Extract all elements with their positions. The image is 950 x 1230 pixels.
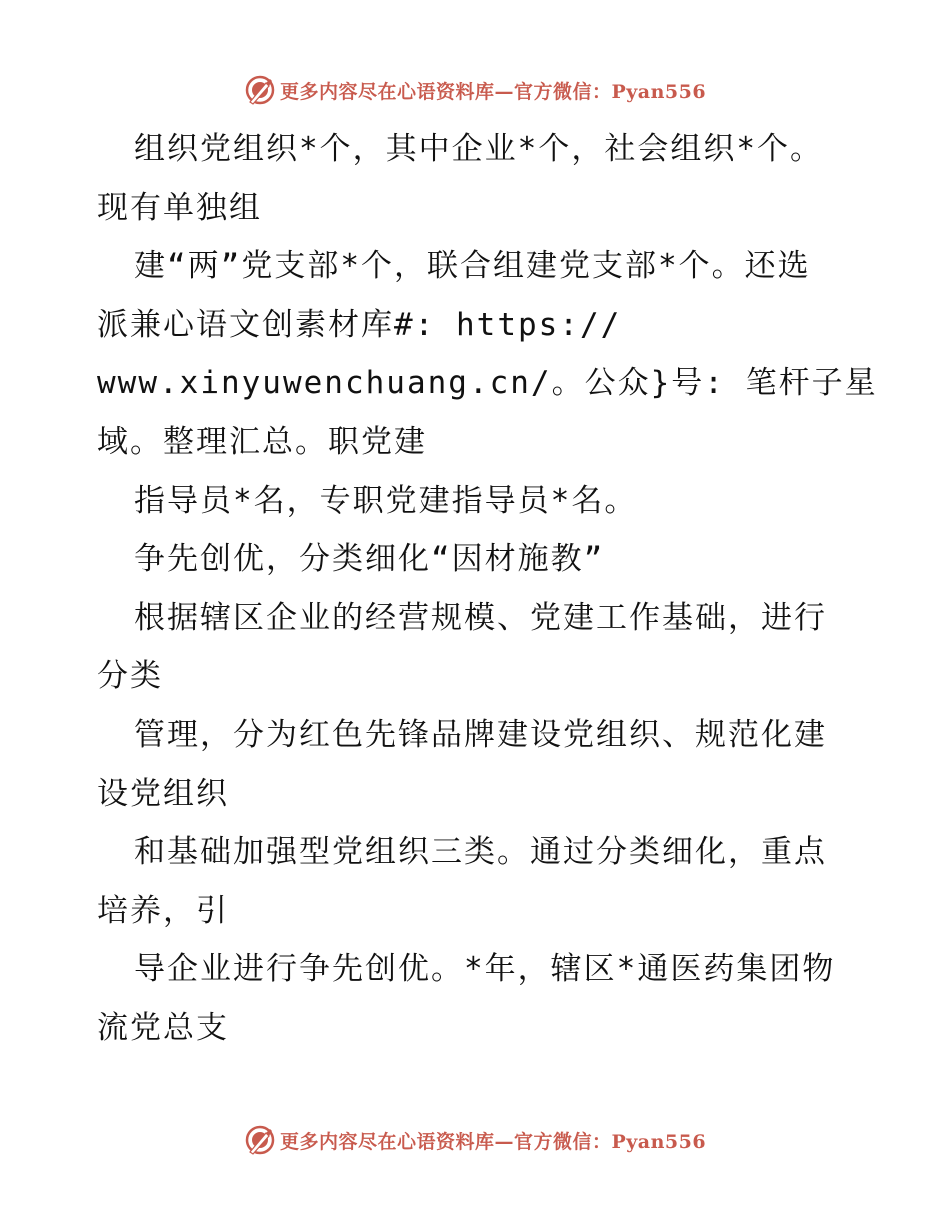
text-line: 现有单独组 [97, 189, 262, 226]
text-line: 建“两”党支部*个，联合组建党支部*个。还选 [134, 248, 811, 285]
footer-banner [0, 1120, 950, 1160]
text-line: 指导员*名，专职党建指导员*名。 [134, 482, 638, 519]
text-line: 组织党组织*个，其中企业*个，社会组织*个。 [134, 131, 823, 167]
pen-logo-icon [244, 74, 276, 106]
text-line: 和基础加强型党组织三类。通过分类细化，重点 [134, 834, 827, 871]
text-line: www.xinyuwenchuang.cn/。公众}号: 笔杆子星 [97, 365, 878, 402]
header-banner [0, 70, 950, 110]
text-line: 培养，引 [97, 892, 229, 929]
document-body [97, 120, 878, 1058]
text-line: 根据辖区企业的经营规模、党建工作基础，进行 [134, 599, 827, 636]
header-banner-text: 更多内容尽在心语资料库—官方微信：Pyan556 [279, 80, 707, 103]
text-line: 导企业进行争先创优。*年，辖区*通医药集团物 [134, 951, 836, 988]
pen-logo-icon [244, 1124, 276, 1156]
text-line: 分类 [97, 658, 163, 695]
text-line: 争先创优，分类细化“因材施教” [134, 541, 605, 578]
footer-banner-text: 更多内容尽在心语资料库—官方微信：Pyan556 [279, 1130, 707, 1153]
text-line: 域。整理汇总。职党建 [97, 423, 427, 460]
text-line: 设党组织 [97, 775, 229, 812]
text-line: 派兼心语文创素材库#: https:// [97, 306, 622, 343]
text-line: 流党总支 [97, 1009, 229, 1046]
text-line: 管理，分为红色先锋品牌建设党组织、规范化建 [134, 716, 827, 753]
